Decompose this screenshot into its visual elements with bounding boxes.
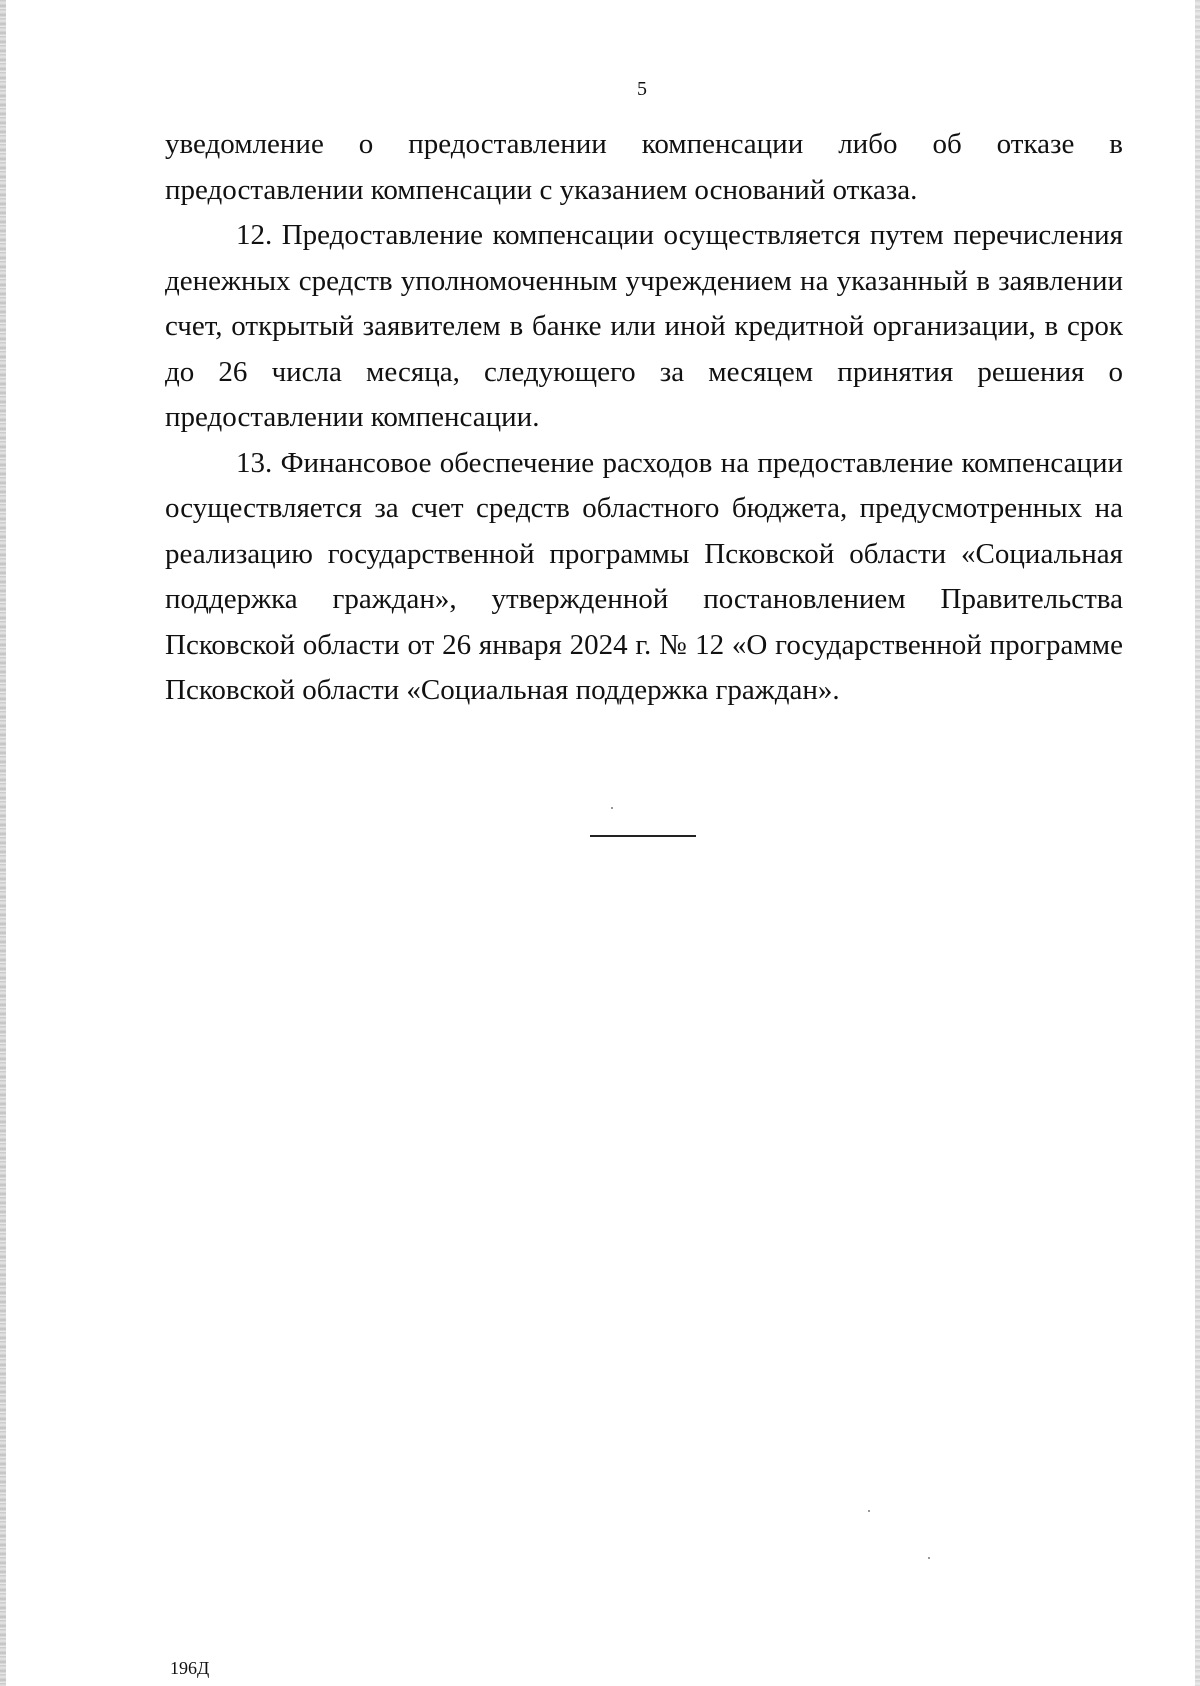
end-of-document-rule bbox=[590, 835, 696, 837]
page-number: 5 bbox=[637, 78, 647, 100]
scan-edge-left bbox=[0, 0, 6, 1686]
paragraph-continuation: уведомление о предоставлении компенсации либо об отказе в предоставлении компенсации с указанием оснований отказа. bbox=[165, 128, 1123, 206]
scan-speck bbox=[868, 1510, 870, 1512]
scan-edge-right bbox=[1195, 0, 1200, 1686]
scan-speck bbox=[611, 807, 613, 809]
document-body bbox=[165, 122, 1123, 714]
paragraph-12: 12. Предоставление компенсации осуществляется путем перечисления денежных средств уполномоченным учреждением на указанный в заявлении счет, открытый заявителем в банке или иной кредитной организации, в срок до 26 числа месяца, следующего за месяцем принятия решения о предоставлении компенсации. bbox=[165, 219, 1123, 433]
paragraph-13: 13. Финансовое обеспечение расходов на предоставление компенсации осуществляется за счет средств областного бюджета, предусмотренных на реализацию государственной программы Псковской области «Социальная поддержка граждан», утвержденной постановлением Правительства Псковской области от 26 января 2024 г. № 12 «О государственной программе Псковской области «Социальная поддержка граждан». bbox=[165, 446, 1123, 706]
footer-document-code: 196Д bbox=[170, 1658, 210, 1678]
scan-speck bbox=[928, 1557, 930, 1559]
